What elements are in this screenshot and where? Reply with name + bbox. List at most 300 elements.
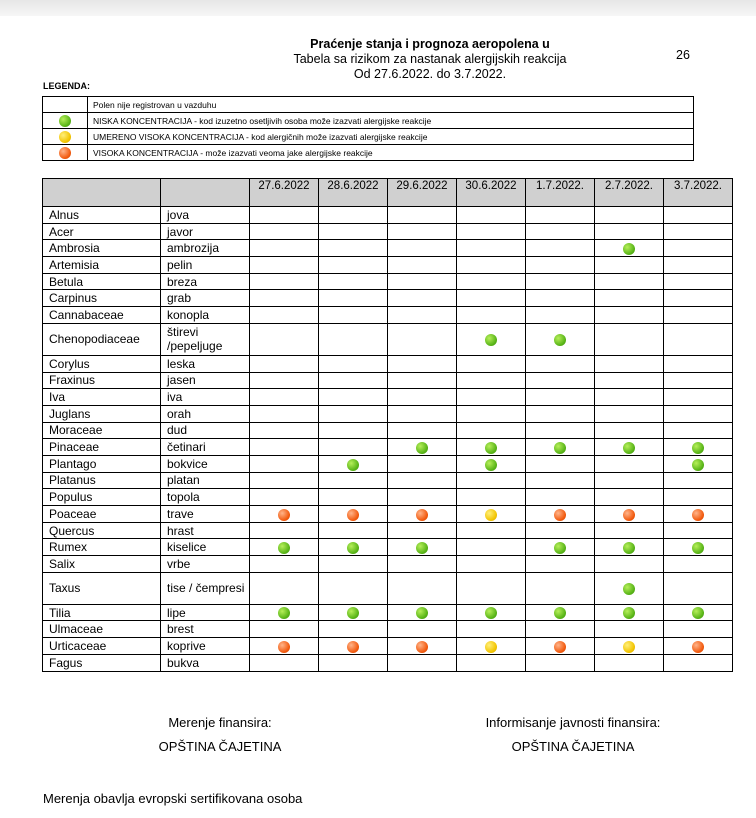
risk-cell (319, 439, 388, 456)
doc-title: Praćenje stanja i prognoza aeropolena u (310, 37, 550, 51)
risk-cell (388, 439, 457, 456)
risk-cell (319, 572, 388, 604)
level-low-dot-icon (485, 607, 497, 619)
risk-cell (250, 472, 319, 489)
risk-cell (664, 389, 733, 406)
risk-cell (664, 604, 733, 621)
latin-name: Poaceae (43, 506, 161, 523)
local-name: četinari (161, 439, 250, 456)
risk-cell (250, 405, 319, 422)
risk-cell (457, 506, 526, 523)
latin-name: Salix (43, 556, 161, 573)
risk-cell (388, 489, 457, 506)
level-low-dot-icon (347, 542, 359, 554)
page-number: 26 (676, 48, 690, 62)
risk-cell (457, 472, 526, 489)
legend-color-cell (43, 113, 88, 129)
level-low-dot-icon (554, 607, 566, 619)
latin-name: Betula (43, 273, 161, 290)
risk-cell (388, 257, 457, 274)
risk-cell (250, 323, 319, 355)
risk-cell (595, 621, 664, 638)
risk-cell (250, 455, 319, 472)
risk-cell (388, 556, 457, 573)
table-row (43, 506, 733, 523)
info-financing-label: Informisanje javnosti finansira: (485, 715, 661, 730)
local-name: hrast (161, 522, 250, 539)
risk-cell (319, 207, 388, 224)
risk-cell (595, 472, 664, 489)
level-low-dot-icon (623, 583, 635, 595)
latin-name: Plantago (43, 455, 161, 472)
level-high-dot-icon (278, 509, 290, 521)
level-low-dot-icon (692, 459, 704, 471)
latin-name: Quercus (43, 522, 161, 539)
latin-name: Carpinus (43, 290, 161, 307)
risk-cell (388, 539, 457, 556)
risk-cell (388, 273, 457, 290)
level-high-dot-icon (59, 147, 71, 159)
level-high-dot-icon (554, 509, 566, 521)
level-low-dot-icon (623, 442, 635, 454)
risk-cell (664, 240, 733, 257)
risk-cell (664, 323, 733, 355)
local-name: koprive (161, 638, 250, 655)
risk-cell (319, 539, 388, 556)
info-financing-value: OPŠTINA ČAJETINA (511, 739, 635, 754)
table-row (43, 638, 733, 655)
doc-subtitle: Tabela sa rizikom za nastanak alergijskih reakcija (293, 52, 567, 66)
risk-cell (250, 638, 319, 655)
latin-name: Platanus (43, 472, 161, 489)
date-header: 30.6.2022 (457, 179, 526, 207)
risk-cell (388, 207, 457, 224)
table-row (43, 522, 733, 539)
risk-cell (319, 604, 388, 621)
risk-cell (457, 539, 526, 556)
level-low-dot-icon (416, 442, 428, 454)
risk-cell (250, 621, 319, 638)
risk-cell (319, 472, 388, 489)
table-row (43, 257, 733, 274)
risk-cell (388, 405, 457, 422)
risk-cell (526, 522, 595, 539)
risk-cell (664, 539, 733, 556)
risk-cell (457, 439, 526, 456)
risk-cell (250, 307, 319, 324)
risk-cell (595, 604, 664, 621)
table-row (43, 455, 733, 472)
risk-cell (457, 240, 526, 257)
latin-name: Ambrosia (43, 240, 161, 257)
risk-cell (664, 506, 733, 523)
local-name: trave (161, 506, 250, 523)
latin-name: Ulmaceae (43, 621, 161, 638)
risk-cell (319, 389, 388, 406)
table-row (43, 654, 733, 671)
pollen-table (42, 178, 733, 672)
risk-cell (664, 355, 733, 372)
risk-cell (526, 240, 595, 257)
risk-cell (457, 654, 526, 671)
risk-cell (457, 572, 526, 604)
date-header: 29.6.2022 (388, 179, 457, 207)
level-low-dot-icon (485, 459, 497, 471)
local-name: jasen (161, 372, 250, 389)
local-name: tise / čempresi (161, 572, 250, 604)
table-row (43, 307, 733, 324)
risk-cell (526, 405, 595, 422)
legend-text: NISKA KONCENTRACIJA - kod izuzetno osetljivih osoba može izazvati alergijske reakcije (88, 113, 694, 129)
risk-cell (595, 323, 664, 355)
level-low-dot-icon (347, 607, 359, 619)
risk-cell (526, 273, 595, 290)
local-name: iva (161, 389, 250, 406)
risk-cell (664, 207, 733, 224)
risk-cell (319, 654, 388, 671)
risk-cell (457, 489, 526, 506)
risk-cell (250, 522, 319, 539)
date-header: 2.7.2022. (595, 179, 664, 207)
risk-cell (388, 638, 457, 655)
risk-cell (250, 489, 319, 506)
latin-name: Artemisia (43, 257, 161, 274)
risk-cell (250, 355, 319, 372)
risk-cell (526, 439, 595, 456)
level-low-dot-icon (623, 607, 635, 619)
level-mod-dot-icon (485, 641, 497, 653)
risk-cell (319, 323, 388, 355)
level-low-dot-icon (485, 334, 497, 346)
risk-cell (319, 307, 388, 324)
latin-name: Juglans (43, 405, 161, 422)
local-name: platan (161, 472, 250, 489)
risk-cell (526, 323, 595, 355)
latin-name: Pinaceae (43, 439, 161, 456)
risk-cell (250, 372, 319, 389)
risk-cell (250, 223, 319, 240)
local-name: brest (161, 621, 250, 638)
risk-cell (595, 556, 664, 573)
legend-text: Polen nije registrovan u vazduhu (88, 97, 694, 113)
risk-cell (457, 621, 526, 638)
risk-cell (457, 389, 526, 406)
local-name: dud (161, 422, 250, 439)
risk-cell (526, 506, 595, 523)
risk-cell (595, 539, 664, 556)
risk-cell (250, 654, 319, 671)
doc-period: Od 27.6.2022. do 3.7.2022. (353, 67, 507, 81)
legend-row (43, 97, 694, 113)
latin-name: Urticaceae (43, 638, 161, 655)
latin-name: Acer (43, 223, 161, 240)
risk-cell (388, 604, 457, 621)
risk-cell (664, 257, 733, 274)
risk-cell (319, 355, 388, 372)
risk-cell (595, 223, 664, 240)
level-high-dot-icon (278, 641, 290, 653)
risk-cell (319, 273, 388, 290)
financing-value: OPŠTINA ČAJETINA (158, 739, 282, 754)
latin-name: Chenopodiaceae (43, 323, 161, 355)
table-row (43, 372, 733, 389)
level-low-dot-icon (554, 334, 566, 346)
risk-cell (595, 240, 664, 257)
risk-cell (664, 556, 733, 573)
risk-cell (526, 654, 595, 671)
risk-cell (250, 257, 319, 274)
latin-name: Corylus (43, 355, 161, 372)
risk-cell (595, 455, 664, 472)
risk-cell (319, 240, 388, 257)
risk-cell (250, 539, 319, 556)
level-high-dot-icon (347, 509, 359, 521)
risk-cell (664, 455, 733, 472)
risk-cell (595, 307, 664, 324)
latin-name: Moraceae (43, 422, 161, 439)
level-low-dot-icon (623, 243, 635, 255)
local-name: topola (161, 489, 250, 506)
level-low-dot-icon (59, 115, 71, 127)
local-name: bukva (161, 654, 250, 671)
legend-row (43, 129, 694, 145)
legend-color-cell (43, 129, 88, 145)
risk-cell (250, 506, 319, 523)
risk-cell (457, 207, 526, 224)
risk-cell (664, 290, 733, 307)
risk-cell (319, 223, 388, 240)
legend-color-cell (43, 145, 88, 161)
risk-cell (526, 604, 595, 621)
local-name: pelin (161, 257, 250, 274)
risk-cell (319, 372, 388, 389)
local-name: lipe (161, 604, 250, 621)
risk-cell (526, 539, 595, 556)
table-row (43, 472, 733, 489)
risk-cell (250, 389, 319, 406)
level-high-dot-icon (692, 641, 704, 653)
risk-cell (595, 207, 664, 224)
risk-cell (457, 422, 526, 439)
level-high-dot-icon (347, 641, 359, 653)
risk-cell (664, 654, 733, 671)
table-row (43, 621, 733, 638)
risk-cell (526, 207, 595, 224)
risk-cell (319, 621, 388, 638)
risk-cell (457, 273, 526, 290)
level-low-dot-icon (692, 442, 704, 454)
risk-cell (388, 372, 457, 389)
level-low-dot-icon (692, 607, 704, 619)
risk-cell (457, 638, 526, 655)
risk-cell (664, 223, 733, 240)
risk-cell (664, 273, 733, 290)
local-name: javor (161, 223, 250, 240)
risk-cell (388, 323, 457, 355)
risk-cell (595, 522, 664, 539)
local-name: jova (161, 207, 250, 224)
risk-cell (595, 290, 664, 307)
risk-cell (319, 638, 388, 655)
risk-cell (595, 389, 664, 406)
risk-cell (595, 372, 664, 389)
risk-cell (457, 522, 526, 539)
risk-cell (250, 572, 319, 604)
risk-cell (664, 489, 733, 506)
risk-cell (664, 422, 733, 439)
table-row (43, 240, 733, 257)
risk-cell (457, 355, 526, 372)
risk-cell (526, 389, 595, 406)
local-name: vrbe (161, 556, 250, 573)
latin-name: Tilia (43, 604, 161, 621)
risk-cell (457, 323, 526, 355)
risk-cell (526, 290, 595, 307)
risk-cell (388, 455, 457, 472)
level-high-dot-icon (623, 509, 635, 521)
financing-label: Merenje finansira: (168, 715, 272, 730)
date-header: 27.6.2022 (250, 179, 319, 207)
risk-cell (457, 223, 526, 240)
level-mod-dot-icon (485, 509, 497, 521)
risk-cell (388, 307, 457, 324)
legend-title: LEGENDA: (43, 81, 90, 91)
risk-cell (250, 273, 319, 290)
risk-cell (595, 489, 664, 506)
table-row (43, 604, 733, 621)
level-high-dot-icon (416, 509, 428, 521)
risk-cell (319, 405, 388, 422)
risk-cell (526, 472, 595, 489)
level-low-dot-icon (692, 542, 704, 554)
table-row (43, 389, 733, 406)
risk-cell (250, 290, 319, 307)
date-header-row (43, 179, 733, 207)
latin-name: Rumex (43, 539, 161, 556)
risk-cell (526, 572, 595, 604)
risk-cell (457, 604, 526, 621)
risk-cell (526, 355, 595, 372)
risk-cell (595, 355, 664, 372)
level-low-dot-icon (485, 442, 497, 454)
local-name: grab (161, 290, 250, 307)
legend-row (43, 113, 694, 129)
risk-cell (526, 455, 595, 472)
risk-cell (526, 307, 595, 324)
header-blank-local (161, 179, 250, 207)
latin-name: Fraxinus (43, 372, 161, 389)
latin-name: Fagus (43, 654, 161, 671)
risk-cell (388, 290, 457, 307)
table-row (43, 405, 733, 422)
level-low-dot-icon (623, 542, 635, 554)
risk-cell (388, 240, 457, 257)
risk-cell (319, 489, 388, 506)
table-row (43, 556, 733, 573)
risk-cell (526, 556, 595, 573)
level-high-dot-icon (692, 509, 704, 521)
risk-cell (388, 621, 457, 638)
risk-cell (388, 355, 457, 372)
risk-cell (388, 522, 457, 539)
risk-cell (457, 307, 526, 324)
risk-cell (457, 257, 526, 274)
risk-cell (250, 240, 319, 257)
risk-cell (388, 223, 457, 240)
risk-cell (595, 257, 664, 274)
risk-cell (595, 405, 664, 422)
table-row (43, 439, 733, 456)
table-row (43, 207, 733, 224)
risk-cell (457, 405, 526, 422)
local-name: ambrozija (161, 240, 250, 257)
risk-cell (595, 654, 664, 671)
local-name: orah (161, 405, 250, 422)
risk-cell (664, 405, 733, 422)
date-header: 1.7.2022. (526, 179, 595, 207)
risk-cell (319, 506, 388, 523)
level-mod-dot-icon (623, 641, 635, 653)
table-row (43, 323, 733, 355)
local-name: leska (161, 355, 250, 372)
risk-cell (526, 422, 595, 439)
legend-color-cell (43, 97, 88, 113)
risk-cell (457, 455, 526, 472)
legend-text: UMERENO VISOKA KONCENTRACIJA - kod alergičnih može izazvati alergijske reakcije (88, 129, 694, 145)
date-header: 3.7.2022. (664, 179, 733, 207)
level-low-dot-icon (347, 459, 359, 471)
table-row (43, 422, 733, 439)
level-high-dot-icon (416, 641, 428, 653)
measurement-note: Merenja obavlja evropski sertifikovana osoba (43, 791, 303, 806)
risk-cell (250, 207, 319, 224)
risk-cell (595, 506, 664, 523)
risk-cell (319, 556, 388, 573)
risk-cell (595, 439, 664, 456)
table-row (43, 489, 733, 506)
risk-cell (595, 273, 664, 290)
risk-cell (319, 422, 388, 439)
risk-cell (526, 223, 595, 240)
risk-cell (250, 439, 319, 456)
risk-cell (319, 290, 388, 307)
table-row (43, 273, 733, 290)
local-name: bokvice (161, 455, 250, 472)
risk-cell (526, 257, 595, 274)
risk-cell (250, 556, 319, 573)
top-bar (0, 0, 756, 16)
risk-cell (526, 621, 595, 638)
level-low-dot-icon (416, 607, 428, 619)
table-row (43, 572, 733, 604)
risk-cell (388, 506, 457, 523)
risk-cell (664, 638, 733, 655)
local-name: štirevi /pepeljuge (161, 323, 250, 355)
latin-name: Populus (43, 489, 161, 506)
latin-name: Taxus (43, 572, 161, 604)
legend-text: VISOKA KONCENTRACIJA - može izazvati veoma jake alergijske reakcije (88, 145, 694, 161)
header-blank-latin (43, 179, 161, 207)
risk-cell (250, 604, 319, 621)
legend-table (42, 96, 694, 161)
level-low-dot-icon (554, 442, 566, 454)
level-high-dot-icon (554, 641, 566, 653)
risk-cell (664, 472, 733, 489)
risk-cell (526, 489, 595, 506)
risk-cell (388, 472, 457, 489)
risk-cell (664, 372, 733, 389)
latin-name: Iva (43, 389, 161, 406)
